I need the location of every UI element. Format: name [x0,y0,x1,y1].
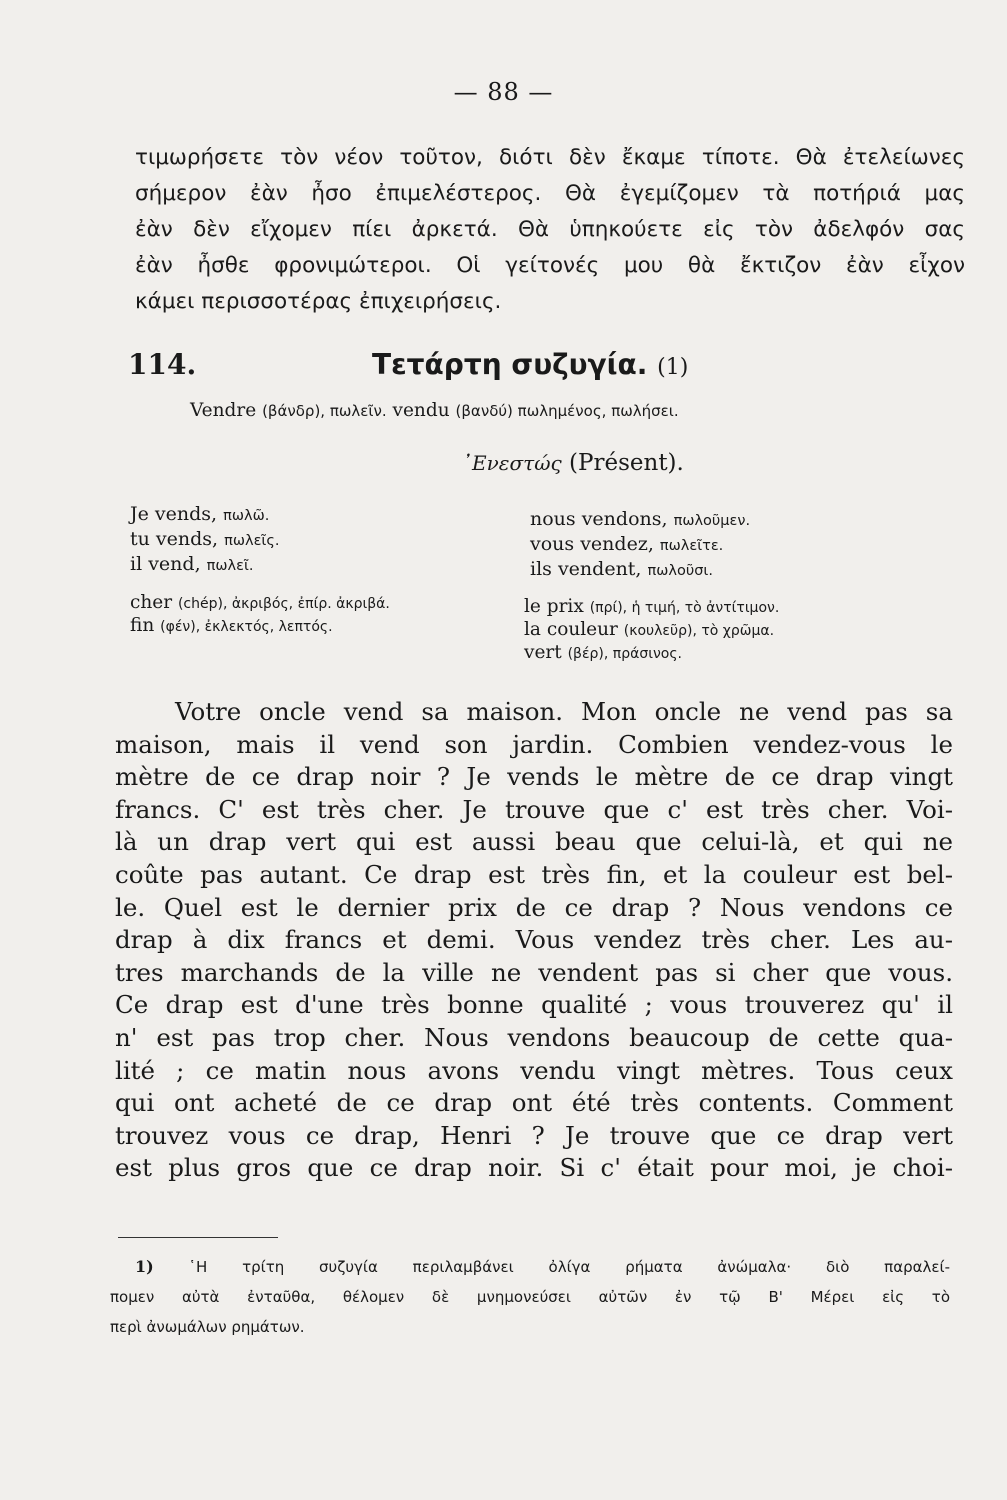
french-reading-paragraph [115,696,953,1185]
verb-participle: vendu [392,400,450,421]
vocab-greek: (κουλεῦρ), τὸ χρῶμα. [623,623,775,639]
conjugation-french: tu vends, [130,528,219,550]
french-line: tres marchands de la ville ne vendent pas si cher que vous. [115,957,953,987]
french-line: francs. C' est très cher. Je trouve que c' est très cher. Voi- [115,794,953,824]
french-line: là un drap vert qui est aussi beau que celui-là, et qui ne [115,827,953,857]
greek-line: ἐὰν ἦσθε φρονιμώτεροι. Οἱ γείτονές μου θὰ ἔκτιζον ἐὰν εἶχον [135,253,965,278]
french-line: trouvez vous ce drap, Henri ? Je trouve que ce drap vert [115,1120,953,1150]
footnote-marker: 1) [135,1257,154,1276]
french-line: le. Quel est le dernier prix de ce drap ? Nous vendons ce [115,892,953,922]
greek-line: ἐὰν δὲν εἴχομεν πίει ἀρκετά. Θὰ ὑπηκούετε εἰς τὸν ἀδελφόν σας [135,217,965,242]
french-line: Votre oncle vend sa maison. Mon oncle ne vend pas sa [175,697,953,726]
french-line: lité ; ce matin nous avons vendu vingt mètres. Tous ceux [115,1055,953,1085]
vocab-greek: (φέν), ἐκλεκτός, λεπτός. [160,619,333,635]
tense-greek: ᾿Ενεστώς [462,451,562,475]
conjugation-french: Je vends, [130,503,218,525]
tense-heading [462,450,684,476]
french-line: mètre de ce drap noir ? Je vends le mètre de ce drap vingt [115,762,953,792]
lesson-heading [372,348,688,381]
lesson-title: Τετάρτη συζυγία. [372,348,648,381]
conjugation-french: ils vendent, [530,558,642,580]
french-line: n' est pas trop cher. Nous vendons beaucoup de cette qua- [115,1022,953,1052]
vocab-french: fin [130,615,155,636]
conjugation-plural [530,508,750,583]
conjugation-row [130,528,279,553]
greek-line: σήμερον ἐὰν ἦσο ἐπιμελέστερος. Θὰ ἐγεμίζομεν τὰ ποτήριά μας [135,181,965,206]
lesson-number: 114. [128,348,197,381]
conjugation-row [130,503,279,528]
vocab-entry [130,592,390,615]
conjugation-row [530,533,750,558]
french-line: drap à dix francs et demi. Vous vendez très cher. Les au- [115,925,953,955]
footnote-divider [118,1237,278,1238]
verb-principal-parts [190,400,950,421]
vocabulary-right [524,596,779,665]
conjugation-row [530,558,750,583]
greek-exercise-paragraph [135,140,965,320]
conjugation-greek: πωλῶ. [223,508,270,524]
vocab-french: vert [524,642,562,663]
lesson-footnote-ref: (1) [657,355,689,380]
french-line: qui ont acheté de ce drap ont été très contents. Comment [115,1088,953,1118]
conjugation-greek: πωλεῖτε. [659,538,724,554]
vocab-greek: (βέρ), πράσινος. [567,646,682,662]
verb-infinitive: Vendre [190,400,257,421]
footnote-line: περὶ ἀνωμάλων ρημάτων. [110,1318,305,1336]
vocabulary-left [130,592,390,638]
vocab-entry [524,596,779,619]
conjugation-row [130,553,279,578]
french-line: est plus gros que ce drap noir. Si c' était pour moi, je choi- [115,1153,953,1183]
vocab-entry [524,642,779,665]
vocab-french: le prix [524,596,584,617]
vocab-french: la couleur [524,619,618,640]
conjugation-french: il vend, [130,553,201,575]
footnote-line [110,1252,950,1282]
footnote [110,1252,950,1342]
footnote-text: ῾Η τρίτη συζυγία περιλαμβάνει ὀλίγα ρήματα ἀνώμαλα· διὸ παραλεί- [188,1258,950,1276]
tense-french: (Présent). [569,450,684,476]
vocab-french: cher [130,592,173,613]
verb-infinitive-greek: (βάνδρ), πωλεῖν. [262,402,387,420]
vocab-greek: (chép), ἀκριβός, ἐπίρ. ἀκριβά. [177,596,390,612]
greek-line: κάμει περισσοτέρας ἐπιχειρήσεις. [135,289,502,314]
page-number: — 88 — [453,78,554,106]
conjugation-greek: πωλοῦμεν. [673,513,751,529]
verb-participle-greek: (βανδύ) πωλημένος, πωλήσει. [455,402,679,420]
conjugation-greek: πωλοῦσι. [647,563,713,579]
vocab-entry [130,615,390,638]
greek-line: τιμωρήσετε τὸν νέον τοῦτον, διότι δὲν ἔκαμε τίποτε. Θὰ ἐτελείωνες [135,145,965,170]
french-line: Ce drap est d'une très bonne qualité ; vous trouverez qu' il [115,990,953,1020]
conjugation-french: vous vendez, [530,533,654,555]
conjugation-greek: πωλεῖ. [206,558,254,574]
conjugation-greek: πωλεῖς. [224,533,280,549]
french-line: maison, mais il vend son jardin. Combien vendez-vous le [115,729,953,759]
vocab-entry [524,619,779,642]
vocab-greek: (πρί), ἡ τιμή, τὸ ἀντίτιμον. [589,600,780,616]
conjugation-french: nous vendons, [530,508,668,530]
conjugation-row [530,508,750,533]
french-line: coûte pas autant. Ce drap est très fin, et la couleur est bel- [115,859,953,889]
conjugation-singular [130,503,279,578]
footnote-line: πομεν αὐτὰ ἐνταῦθα, θέλομεν δὲ μνημονεύσει αὐτῶν ἐν τῷ Β' Μέρει εἰς τὸ [110,1288,950,1306]
